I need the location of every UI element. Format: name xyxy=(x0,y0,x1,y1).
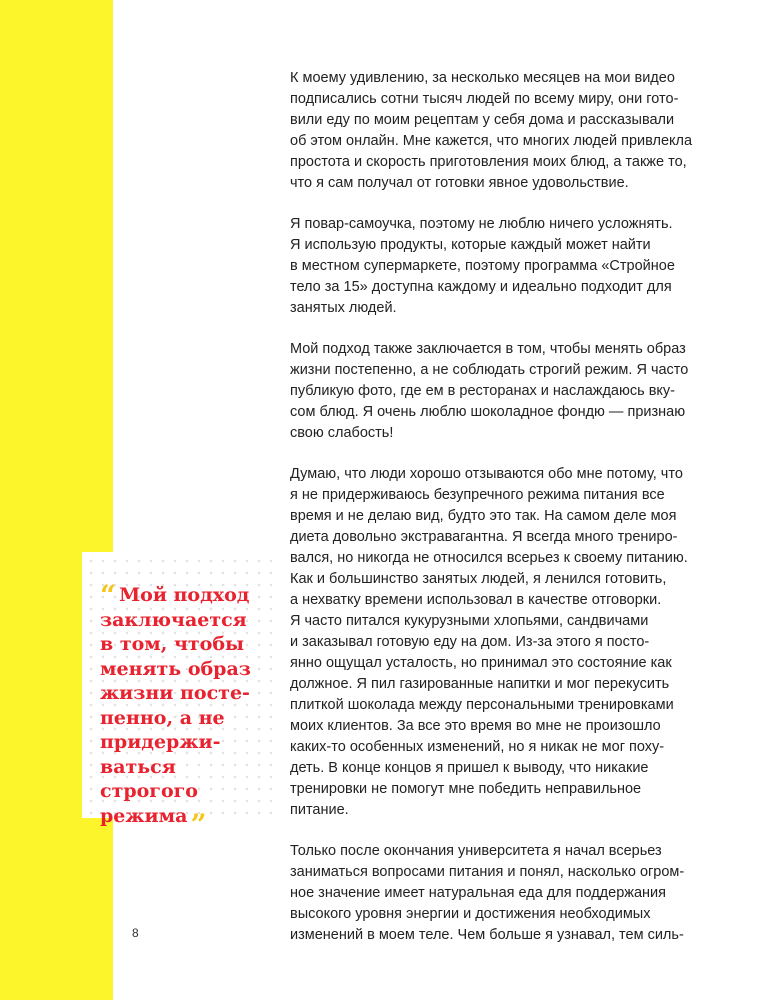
body-text-column xyxy=(290,68,720,966)
paragraph-2: Я повар-самоучка, поэтому не люблю ничего усложнять. Я использую продукты, которые каждый может найти в местном супермаркете, поэтому программа «Стройное тело за 15» доступна каждому и идеально подходит для занятых людей. xyxy=(290,216,675,316)
paragraph-1: К моему удивлению, за несколько месяцев на мои видео подписались сотни тысяч людей по всему миру, они гото- вили еду по моим рецептам у себя дома и рассказывали об этом онлайн. Мне кажется, что многих людей привлекла простота и скорость приготовления моих блюд, а также то, что я сам получал от готовки явное удовольствие. xyxy=(290,70,693,191)
paragraph-3: Мой подход также заключается в том, чтобы менять образ жизни постепенно, а не соблюдать строгий режим. Я часто публикую фото, где ем в ресторанах и наслаждаюсь вку- сом блюд. Я очень люблю шоколадное фондю — признаю свою слабость! xyxy=(290,341,689,441)
pull-quote: “ Мой подход заключается в том, чтобы менять образ жизни посте- пенно, а не придержи- ваться строгого режима ” xyxy=(100,579,251,841)
page-number: 8 xyxy=(132,926,139,940)
pull-quote-text: Мой подход заключается в том, чтобы менять образ жизни посте- пенно, а не придержи- ваться строгого режима xyxy=(100,584,251,827)
yellow-side-band xyxy=(0,0,113,1000)
paragraph-5: Только после окончания университета я начал всерьез заниматься вопросами питания и понял, насколько огром- ное значение имеет натуральная еда для поддержания высокого уровня энергии и достижения необходимых изменений в моем теле. Чем больше я узнавал, тем силь- xyxy=(290,843,685,943)
paragraph-4: Думаю, что люди хорошо отзываются обо мне потому, что я не придерживаюсь безупречного режима питания все время и не делаю вид, будто это так. На самом деле моя диета довольно экстравагантна. Я всегда много трениро- вался, но никогда не относился всерьез к своему питанию. Как и большинство занятых людей, я ленился готовить, а нехватку времени использовал в качестве отговорки. Я часто питался кукурузными хлопьями, сандвичами и заказывал готовую еду на дом. Из-за этого я посто- янно ощущал усталость, но принимал это состояние как должное. Я пил газированные напитки и мог перекусить плиткой шоколада между персональными тренировками моих клиентов. За все это время во мне не произошло каких-то особенных изменений, но я никак не мог поху- деть. В конце концов я пришел к выводу, что никакие тренировки не помогут мне победить неправильное питание. xyxy=(290,466,688,818)
